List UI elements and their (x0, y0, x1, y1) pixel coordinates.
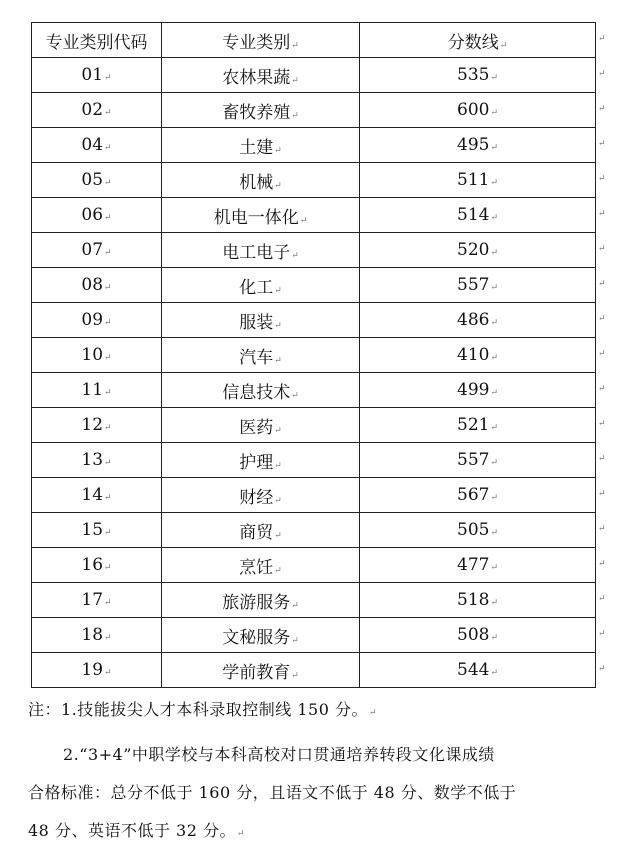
paragraph-mark-icon: ↵ (598, 419, 606, 429)
table-header-row (32, 23, 596, 58)
paragraph-mark-icon: ↵ (598, 69, 606, 79)
row-category: 机械 (239, 172, 274, 193)
table-cell (162, 128, 360, 163)
table-row (32, 93, 596, 128)
paragraph-mark-icon: ↵ (291, 40, 299, 51)
paragraph-mark-icon: ↵ (274, 530, 282, 541)
paragraph-mark-icon: ↵ (274, 355, 282, 366)
header-category: 专业类别 (222, 32, 291, 53)
table-cell (360, 93, 596, 128)
paragraph-mark-icon: ↵ (274, 495, 282, 506)
paragraph-mark-icon: ↵ (104, 423, 112, 433)
table-cell (162, 653, 360, 688)
paragraph-mark-icon: ↵ (490, 598, 498, 608)
row-score: 499 (457, 380, 490, 400)
table-row (32, 408, 596, 443)
row-score: 544 (457, 660, 490, 680)
row-category: 土建 (239, 137, 274, 158)
paragraph-mark-icon: ↵ (490, 353, 498, 363)
paragraph-mark-icon: ↵ (104, 108, 112, 118)
paragraph-mark-icon: ↵ (104, 318, 112, 328)
table-cell (360, 548, 596, 583)
paragraph-mark-icon: ↵ (490, 178, 498, 188)
row-code: 10 (81, 345, 104, 365)
paragraph-mark-icon: ↵ (104, 458, 112, 468)
table-row (32, 268, 596, 303)
row-category: 机电一体化 (213, 207, 299, 228)
paragraph-mark-icon: ↵ (368, 708, 378, 718)
paragraph-mark-icon: ↵ (274, 565, 282, 576)
paragraph-mark-icon: ↵ (291, 600, 299, 611)
row-code: 14 (81, 485, 104, 505)
row-score: 505 (457, 520, 490, 540)
table-cell (32, 653, 162, 688)
paragraph-mark-icon: ↵ (490, 563, 498, 573)
row-score: 486 (457, 310, 490, 330)
paragraph-mark-icon: ↵ (490, 143, 498, 153)
table-body (32, 58, 596, 688)
note-text: 注：1.技能拔尖人才本科录取控制线 150 分。 (28, 700, 368, 719)
row-code: 16 (81, 555, 104, 575)
paragraph-mark-icon: ↵ (598, 314, 606, 324)
paragraph-mark-icon: ↵ (104, 528, 112, 538)
paragraph-mark-icon: ↵ (291, 75, 299, 86)
row-code: 04 (81, 135, 104, 155)
paragraph-mark-icon: ↵ (274, 285, 282, 296)
row-code: 13 (81, 450, 104, 470)
row-score: 600 (457, 100, 490, 120)
row-score: 520 (457, 240, 490, 260)
row-category: 护理 (239, 452, 274, 473)
paragraph-mark-icon: ↵ (490, 318, 498, 328)
paragraph-mark-icon: ↵ (104, 493, 112, 503)
table-cell (32, 618, 162, 653)
row-code: 18 (81, 625, 104, 645)
table-cell (162, 163, 360, 198)
paragraph-mark-icon: ↵ (104, 178, 112, 188)
row-score: 477 (457, 555, 490, 575)
row-score: 521 (457, 415, 490, 435)
table-cell (360, 268, 596, 303)
table-cell (32, 303, 162, 338)
row-category: 农林果蔬 (222, 67, 291, 88)
row-score: 495 (457, 135, 490, 155)
paragraph-mark-icon: ↵ (499, 40, 508, 51)
table-cell (162, 583, 360, 618)
table-cell (162, 618, 360, 653)
table-cell (32, 513, 162, 548)
paragraph-mark-icon: ↵ (291, 250, 299, 261)
paragraph-mark-icon: ↵ (598, 174, 606, 184)
table-cell (162, 338, 360, 373)
table-cell (32, 583, 162, 618)
table-cell (162, 268, 360, 303)
row-code: 02 (81, 100, 104, 120)
paragraph-mark-icon: ↵ (598, 279, 606, 289)
paragraph-mark-icon: ↵ (490, 528, 498, 538)
paragraph-mark-icon: ↵ (598, 349, 606, 359)
table-cell (360, 233, 596, 268)
table-cell (360, 338, 596, 373)
paragraph-mark-icon: ↵ (490, 668, 498, 678)
row-category: 财经 (239, 487, 274, 508)
table-cell (360, 653, 596, 688)
table-cell (32, 268, 162, 303)
table-cell (360, 618, 596, 653)
paragraph-mark-icon: ↵ (598, 34, 606, 44)
table-cell (360, 443, 596, 478)
table-cell (162, 93, 360, 128)
row-category: 学前教育 (222, 662, 291, 683)
paragraph-mark-icon: ↵ (104, 598, 112, 608)
paragraph-mark-icon: ↵ (274, 180, 282, 191)
paragraph-mark-icon: ↵ (274, 460, 282, 471)
row-category: 信息技术 (222, 382, 291, 403)
note-line-3 (28, 780, 598, 803)
table-cell (162, 443, 360, 478)
paragraph-mark-icon: ↵ (274, 320, 282, 331)
table-cell (360, 58, 596, 93)
row-score: 557 (457, 275, 490, 295)
table-cell (162, 548, 360, 583)
header-cell (32, 23, 162, 58)
row-code: 15 (81, 520, 104, 540)
paragraph-mark-icon: ↵ (490, 213, 498, 223)
row-category: 旅游服务 (222, 592, 291, 613)
paragraph-mark-icon: ↵ (274, 145, 282, 156)
table-row (32, 618, 596, 653)
paragraph-mark-icon: ↵ (490, 633, 498, 643)
table-cell (162, 58, 360, 93)
paragraph-mark-icon: ↵ (104, 248, 112, 258)
paragraph-mark-icon: ↵ (104, 353, 112, 363)
row-code: 19 (81, 660, 104, 680)
row-code: 05 (81, 170, 104, 190)
paragraph-mark-icon: ↵ (598, 629, 606, 639)
table-cell (162, 303, 360, 338)
paragraph-mark-icon: ↵ (104, 388, 112, 398)
paragraph-mark-icon: ↵ (490, 423, 498, 433)
paragraph-mark-icon: ↵ (598, 594, 606, 604)
paragraph-mark-icon: ↵ (291, 670, 299, 681)
table-cell (360, 373, 596, 408)
paragraph-mark-icon: ↵ (598, 244, 606, 254)
row-category: 商贸 (239, 522, 274, 543)
table-cell (32, 408, 162, 443)
paragraph-mark-icon: ↵ (490, 283, 498, 293)
table-cell (32, 443, 162, 478)
note-line-4 (28, 818, 598, 841)
table-cell (360, 303, 596, 338)
paragraph-mark-icon: ↵ (490, 493, 498, 503)
table-cell (162, 198, 360, 233)
paragraph-mark-icon: ↵ (490, 458, 498, 468)
table-cell (360, 128, 596, 163)
row-category: 电工电子 (222, 242, 291, 263)
table-cell (360, 478, 596, 513)
score-table (31, 22, 596, 688)
table-row (32, 58, 596, 93)
table-row (32, 513, 596, 548)
row-category: 医药 (239, 417, 274, 438)
row-score: 511 (457, 170, 490, 190)
header-cell (162, 23, 360, 58)
note-text: 48 分、英语不低于 32 分。 (28, 821, 236, 840)
note-text: 2.“3+4”中职学校与本科高校对口贯通培养转段文化课成绩 (63, 745, 495, 764)
table-row (32, 338, 596, 373)
row-category: 化工 (239, 277, 274, 298)
table-cell (32, 338, 162, 373)
row-code: 09 (81, 310, 104, 330)
paragraph-mark-icon: ↵ (104, 633, 112, 643)
note-text: 合格标准：总分不低于 160 分，且语文不低于 48 分、数学不低于 (28, 783, 517, 802)
paragraph-mark-icon: ↵ (490, 108, 498, 118)
table-cell (32, 93, 162, 128)
table-row (32, 198, 596, 233)
table-row (32, 548, 596, 583)
row-category: 烹饪 (239, 557, 274, 578)
row-score: 508 (457, 625, 490, 645)
paragraph-mark-icon: ↵ (598, 209, 606, 219)
paragraph-mark-icon: ↵ (598, 384, 606, 394)
table-row (32, 303, 596, 338)
table-cell (360, 513, 596, 548)
note-line-1 (28, 697, 598, 720)
table-row (32, 128, 596, 163)
row-code: 01 (81, 65, 104, 85)
table-cell (162, 408, 360, 443)
row-score: 557 (457, 450, 490, 470)
table-row (32, 583, 596, 618)
row-score: 514 (457, 205, 490, 225)
header-cell (360, 23, 596, 58)
row-code: 17 (81, 590, 104, 610)
table-cell (360, 198, 596, 233)
header-score: 分数线 (447, 32, 499, 53)
paragraph-mark-icon: ↵ (598, 139, 606, 149)
table-cell (32, 128, 162, 163)
table-cell (32, 58, 162, 93)
table-row (32, 233, 596, 268)
paragraph-mark-icon: ↵ (236, 829, 246, 839)
row-category: 汽车 (239, 347, 274, 368)
table-cell (162, 513, 360, 548)
paragraph-mark-icon: ↵ (299, 215, 308, 226)
paragraph-mark-icon: ↵ (598, 489, 606, 499)
paragraph-mark-icon: ↵ (104, 73, 112, 83)
table-cell (32, 233, 162, 268)
table-row (32, 443, 596, 478)
paragraph-mark-icon: ↵ (598, 524, 606, 534)
table-cell (360, 163, 596, 198)
paragraph-mark-icon: ↵ (274, 425, 282, 436)
table-row (32, 373, 596, 408)
paragraph-mark-icon: ↵ (490, 248, 498, 258)
row-code: 08 (81, 275, 104, 295)
row-score: 518 (457, 590, 490, 610)
paragraph-mark-icon: ↵ (291, 110, 299, 121)
table-cell (162, 373, 360, 408)
paragraph-mark-icon: ↵ (104, 213, 112, 223)
paragraph-mark-icon: ↵ (291, 635, 299, 646)
table-cell (32, 548, 162, 583)
table-row (32, 653, 596, 688)
table-cell (32, 163, 162, 198)
paragraph-mark-icon: ↵ (598, 454, 606, 464)
table-row (32, 478, 596, 513)
paragraph-mark-icon: ↵ (104, 283, 112, 293)
note-line-2 (63, 742, 603, 765)
header-code: 专业类别代码 (45, 32, 148, 53)
row-code: 06 (81, 205, 104, 225)
paragraph-mark-icon: ↵ (104, 143, 112, 153)
table-cell (360, 408, 596, 443)
row-category: 文秘服务 (222, 627, 291, 648)
paragraph-mark-icon: ↵ (104, 668, 112, 678)
paragraph-mark-icon: ↵ (490, 73, 498, 83)
row-code: 12 (81, 415, 104, 435)
table-cell (162, 233, 360, 268)
table-cell (162, 478, 360, 513)
table-cell (32, 198, 162, 233)
paragraph-mark-icon: ↵ (104, 563, 112, 573)
paragraph-mark-icon: ↵ (598, 104, 606, 114)
row-category: 畜牧养殖 (222, 102, 291, 123)
row-score: 567 (457, 485, 490, 505)
row-code: 11 (81, 380, 104, 400)
table-cell (360, 583, 596, 618)
paragraph-mark-icon: ↵ (490, 388, 498, 398)
row-category: 服装 (239, 312, 274, 333)
paragraph-mark-icon: ↵ (598, 559, 606, 569)
row-score: 410 (457, 345, 490, 365)
paragraph-mark-icon: ↵ (598, 664, 606, 674)
row-score: 535 (457, 65, 490, 85)
paragraph-mark-icon: ↵ (291, 390, 299, 401)
row-code: 07 (81, 240, 104, 260)
table-cell (32, 478, 162, 513)
table-cell (32, 373, 162, 408)
table-row (32, 163, 596, 198)
